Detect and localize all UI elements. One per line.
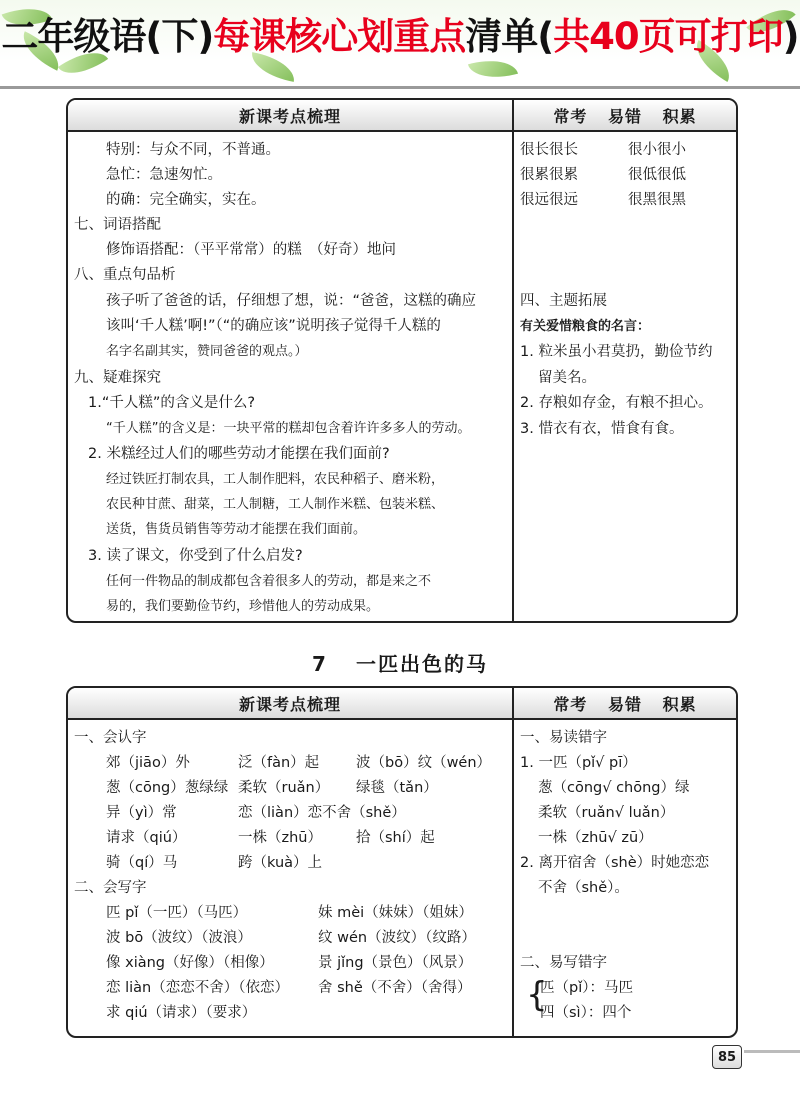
recognize-word: 柔软（ruǎn） xyxy=(238,780,330,796)
lesson-title xyxy=(0,648,800,677)
word-meaning: 特别：与众不同，不普通。 xyxy=(106,142,280,158)
footer-bar xyxy=(744,1050,800,1053)
page-number: 85 xyxy=(712,1045,742,1069)
write-word: 像 xiàng（好像）（相像） xyxy=(106,955,274,971)
misread-item: 葱（cōng√ chōng）绿 xyxy=(538,780,690,796)
brace-symbol: { xyxy=(526,975,548,1015)
write-word: 恋 liàn（恋恋不舍）（依恋） xyxy=(106,980,289,996)
recognize-word: 跨（kuà）上 xyxy=(238,855,323,871)
write-word: 匹 pǐ（一匹）（马匹） xyxy=(106,905,248,921)
lesson-name: 一匹出色的马 xyxy=(355,652,488,676)
common-mistakes-column xyxy=(514,720,736,1036)
phrase-pairing: 修饰语搭配：（平平常常）的糕 （好奇）地问 xyxy=(106,242,396,258)
word-pattern: 很低很低 xyxy=(628,167,686,183)
word-meaning: 的确：完全确实，实在。 xyxy=(106,192,266,208)
write-word: 求 qiú（请求）（要求） xyxy=(106,1005,257,1021)
answer: 经过铁匠打制农具，工人制作肥料，农民种稻子、磨米粉， xyxy=(106,472,445,487)
write-word: 波 bō（波纹）（波浪） xyxy=(106,930,252,946)
notes-table-1 xyxy=(66,98,738,623)
subheading: 有关爱惜粮食的名言： xyxy=(520,319,651,334)
proverb: 3. 惜衣有衣，惜食有食。 xyxy=(520,421,684,437)
misread-item: 一株（zhū√ zū） xyxy=(538,830,653,846)
header-common-mistakes: 常考 易错 积累 xyxy=(553,106,697,126)
miswrite-item: 匹（pǐ）：马匹 xyxy=(540,980,633,996)
recognize-word: 请求（qiú） xyxy=(106,830,187,846)
word-pattern: 很长很长 xyxy=(520,142,578,158)
sentence-analysis: 名字名副其实，赞同爸爸的观点。） xyxy=(106,344,308,359)
section-heading: 二、易写错字 xyxy=(520,955,607,971)
recognize-word: 波（bō）纹（wén） xyxy=(356,755,492,771)
answer: 易的，我们要勤俭节约，珍惜他人的劳动成果。 xyxy=(106,599,380,614)
word-pattern: 很黑很黑 xyxy=(628,192,686,208)
answer: 农民种甘蔗、甜菜，工人制糖，工人制作米糕、包装米糕、 xyxy=(106,497,445,512)
section-heading: 一、会认字 xyxy=(74,730,147,746)
section-heading: 七、词语搭配 xyxy=(74,217,161,233)
recognize-word: 恋（liàn）恋不舍（shě） xyxy=(238,805,406,821)
table-header xyxy=(68,100,736,132)
recognize-word: 拾（shí）起 xyxy=(356,830,435,846)
table-header xyxy=(68,688,736,720)
section-heading: 一、易读错字 xyxy=(520,730,607,746)
misread-item: 1. 一匹（pǐ√ pī） xyxy=(520,755,637,771)
header-key-points: 新课考点梳理 xyxy=(68,688,514,718)
page-title: 二年级语(下)每课核心划重点清单(共40页可打印) xyxy=(1,15,799,58)
header-common-mistakes: 常考 易错 积累 xyxy=(553,694,697,714)
word-pattern: 很远很远 xyxy=(520,192,578,208)
recognize-word: 一株（zhū） xyxy=(238,830,322,846)
word-pattern: 很累很累 xyxy=(520,167,578,183)
key-points-column xyxy=(68,720,514,1036)
word-meaning: 急忙：急速匆忙。 xyxy=(106,167,222,183)
page-banner xyxy=(0,0,800,88)
write-word: 舍 shě（不舍）（舍得） xyxy=(318,980,472,996)
proverb: 2. 存粮如存金，有粮不担心。 xyxy=(520,395,713,411)
recognize-word: 骑（qí）马 xyxy=(106,855,178,871)
question: 1.“千人糕”的含义是什么? xyxy=(88,395,256,411)
recognize-word: 绿毯（tǎn） xyxy=(356,780,438,796)
section-heading: 八、重点句品析 xyxy=(74,267,176,283)
answer: “千人糕”的含义是：一块平常的糕却包含着许许多多人的劳动。 xyxy=(106,421,471,436)
header-key-points: 新课考点梳理 xyxy=(68,100,514,130)
sentence-analysis: 该叫‘千人糕’啊!”（“的确应该”说明孩子觉得千人糕的 xyxy=(106,318,441,334)
banner-divider xyxy=(0,86,800,89)
write-word: 妹 mèi（妹妹）（姐妹） xyxy=(318,905,473,921)
misread-item: 柔软（ruǎn√ luǎn） xyxy=(538,805,675,821)
word-pattern: 很小很小 xyxy=(628,142,686,158)
recognize-word: 异（yì）常 xyxy=(106,805,177,821)
miswrite-item: 四（sì）：四个 xyxy=(540,1005,632,1021)
question: 2. 米糕经过人们的哪些劳动才能摆在我们面前? xyxy=(88,446,390,462)
common-mistakes-column xyxy=(514,132,736,621)
proverb: 1. 粒米虽小君莫扔，勤俭节约 xyxy=(520,344,713,360)
sentence-analysis: 孩子听了爸爸的话，仔细想了想，说：“爸爸，这糕的确应 xyxy=(106,293,477,309)
write-word: 景 jǐng（景色）（风景） xyxy=(318,955,473,971)
answer: 任何一件物品的制成都包含着很多人的劳动，都是来之不 xyxy=(106,574,432,589)
recognize-word: 泛（fàn）起 xyxy=(238,755,320,771)
recognize-word: 葱（cōng）葱绿绿 xyxy=(106,780,229,796)
notes-table-2 xyxy=(66,686,738,1038)
proverb: 留美名。 xyxy=(538,370,596,386)
question: 3. 读了课文，你受到了什么启发? xyxy=(88,548,303,564)
recognize-word: 郊（jiāo）外 xyxy=(106,755,190,771)
misread-item: 不舍（shě）。 xyxy=(538,880,629,896)
section-heading: 二、会写字 xyxy=(74,880,147,896)
section-heading: 九、疑难探究 xyxy=(74,370,161,386)
key-points-column xyxy=(68,132,514,621)
section-heading: 四、主题拓展 xyxy=(520,293,607,309)
misread-item: 2. 离开宿舍（shè）时她恋恋 xyxy=(520,855,710,871)
answer: 送货，售货员销售等劳动才能摆在我们面前。 xyxy=(106,522,367,537)
write-word: 纹 wén（波纹）（纹路） xyxy=(318,930,476,946)
lesson-number: 7 xyxy=(312,652,328,676)
